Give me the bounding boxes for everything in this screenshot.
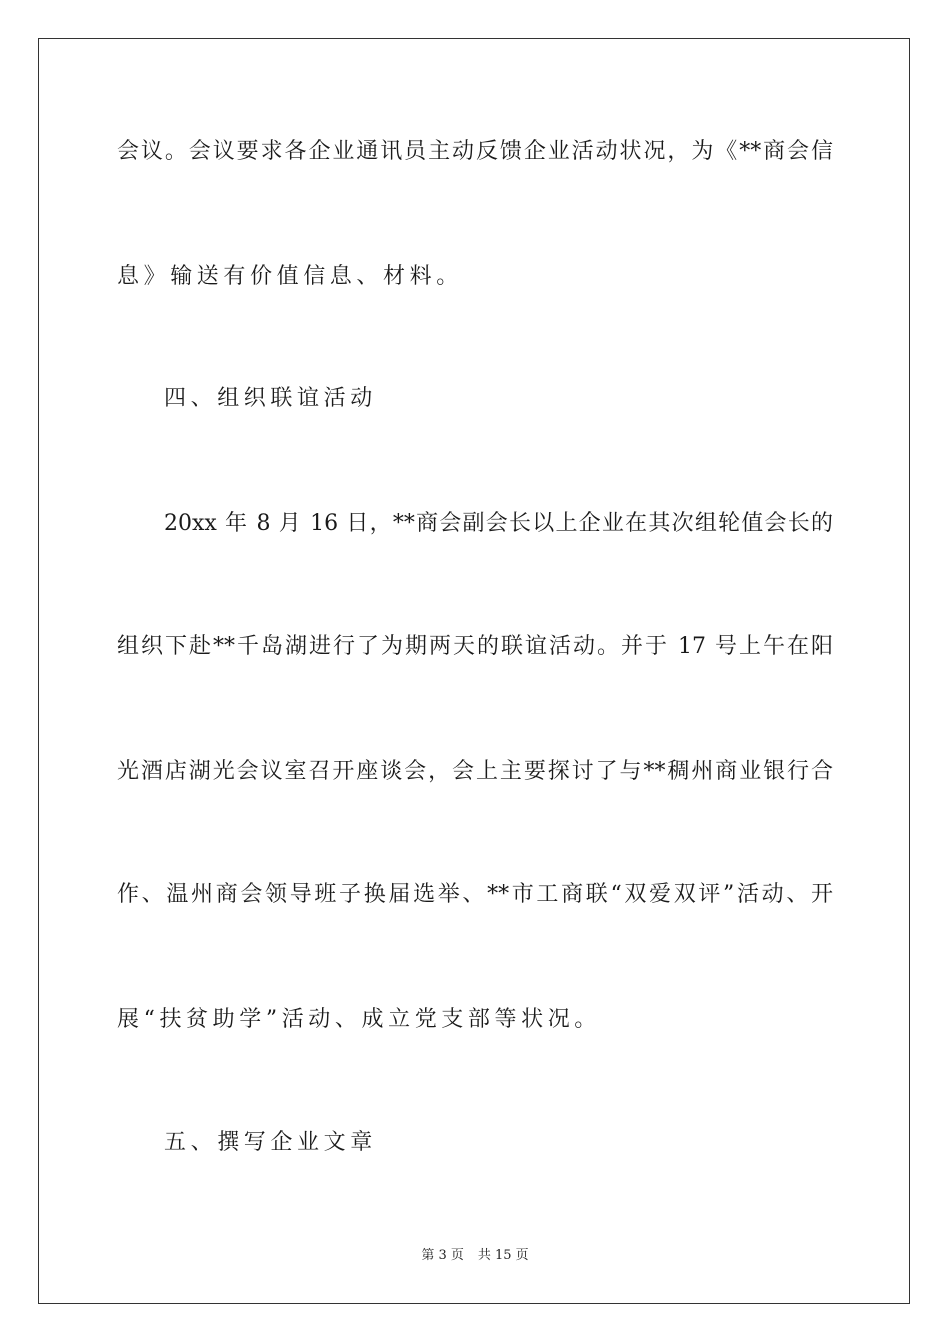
section-heading-4: 四、组织联谊活动 <box>164 386 377 411</box>
paragraph-line-6: 作、温州商会领导班子换届选举、**市工商联“双爱双评”活动、开 <box>117 882 833 907</box>
paragraph-line-3: 20xx 年 8 月 16 日，**商会副会长以上企业在其次组轮值会长的 <box>164 511 833 536</box>
section-heading-5: 五、撰写企业文章 <box>164 1130 377 1155</box>
page-border <box>38 38 910 1304</box>
paragraph-line-1: 会议。会议要求各企业通讯员主动反馈企业活动状况，为《**商会信 <box>117 139 833 164</box>
page-number: 第 3 页 <box>421 1248 464 1263</box>
paragraph-line-2: 息》输送有价值信息、材料。 <box>117 264 463 289</box>
paragraph-line-5: 光酒店湖光会议室召开座谈会，会上主要探讨了与**稠州商业银行合 <box>117 759 833 784</box>
page-footer <box>0 1247 950 1265</box>
page-total: 共 15 页 <box>477 1248 529 1263</box>
paragraph-line-7: 展“扶贫助学”活动、成立党支部等状况。 <box>117 1007 601 1032</box>
paragraph-line-4: 组织下赴**千岛湖进行了为期两天的联谊活动。并于 17 号上午在阳 <box>117 634 833 659</box>
